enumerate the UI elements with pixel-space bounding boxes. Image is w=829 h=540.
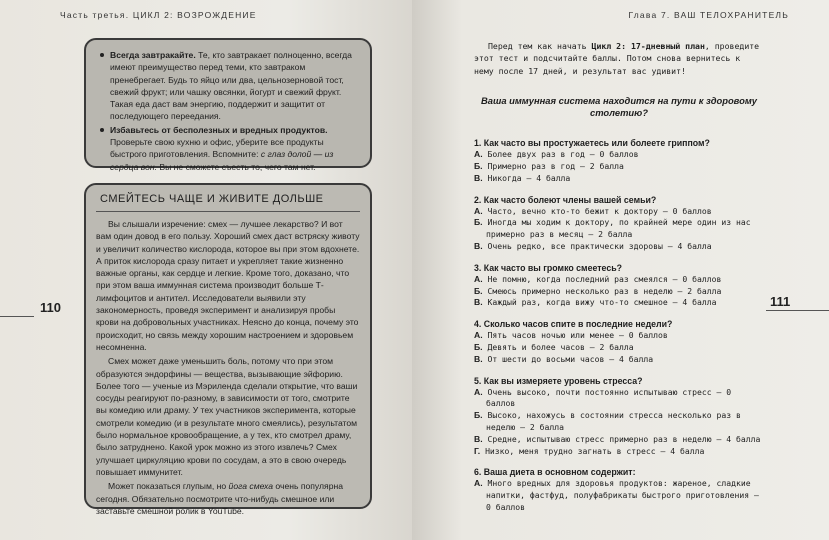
- quiz-answer-option: [474, 274, 764, 286]
- quiz-answer-option: [474, 387, 764, 411]
- quiz-answer-letter: Г.: [474, 445, 481, 456]
- tip-breakfast-text: Те, кто завтракает полноценно, всегда имеют преимущество перед теми, кто завтраком пренебрегает. Будь то яйцо или два, цельнозерновой тост, свежий фрукт; или чашку овсянки, йогурт и свежий фрукт. Такая еда даст вам энергию, поддержит и защитит от последующего переедания.: [110, 50, 352, 122]
- quiz-answer-option: [474, 217, 764, 241]
- quiz-column: [474, 40, 764, 523]
- quiz-title: Ваша иммунная система находится на пути к здоровому столетию?: [481, 95, 757, 119]
- tip-junk-food-proverb: с глаз долой — из сердца вон.: [110, 149, 334, 172]
- quiz-answer-option: [474, 478, 764, 513]
- quiz-question-text: 6. Ваша диета в основном содержит:: [474, 467, 636, 478]
- left-running-head: Часть третья. ЦИКЛ 2: ВОЗРОЖДЕНИЕ: [60, 10, 257, 20]
- quiz-question: [474, 137, 764, 184]
- laugh-paragraph-1: Вы слышали изречение: смех — лучшее лекарство? И вот вам один довод в его пользу. Хороший смех даст встряску животу и увеличит количество кислорода, которое вы при этом вдохнете. А приток кислорода сразу питает и укрепляет такие жизненно важные органы, как сердце и легкие. Кроме того, доказано, что при этом ваша иммунная система производит больше Т-лимфоцитов и антител. Исследователи выявили эту закономерность, проведя эксперимент и анализируя пробы крови на добровольных участниках. Неясно до конца, почему это происходит, но связь между хорошим настроением и здоровьем несомненна.: [96, 219, 360, 352]
- quiz-answer-letter: В.: [474, 433, 483, 444]
- quiz-answer-letter: А.: [474, 273, 483, 284]
- quiz-answer-letter: А.: [474, 149, 483, 160]
- quiz-answer-letter: Б.: [474, 217, 483, 228]
- quiz-question: [474, 262, 764, 309]
- quiz-question: [474, 194, 764, 253]
- quiz-answer-text: Высоко, нахожусь в состоянии стресса несколько раз в неделю — 2 балла: [486, 410, 741, 432]
- quiz-answer-option: [474, 173, 764, 185]
- quiz-answer-letter: А.: [474, 386, 483, 397]
- quiz-answer-letter: А.: [474, 330, 483, 341]
- quiz-answer-option: [474, 354, 764, 366]
- quiz-answer-option: [474, 342, 764, 354]
- quiz-intro-start: Перед тем как начать: [488, 41, 592, 51]
- left-page: [0, 0, 412, 540]
- quiz-answer-option: [474, 297, 764, 309]
- laugh-yoga-term: йога смеха: [228, 481, 273, 492]
- quiz-answer-option: [474, 241, 764, 253]
- quiz-answer-option: [474, 446, 764, 458]
- quiz-answer-letter: В.: [474, 241, 483, 251]
- quiz-answer-text: Иногда мы ходим к доктору, по крайней мере один из нас примерно раз в месяц — 2 балла: [486, 217, 751, 240]
- quiz-answer-letter: Б.: [474, 410, 483, 421]
- right-page-number-line: [766, 310, 829, 311]
- right-page-number: 111: [770, 294, 791, 309]
- right-running-head: Глава 7. ВАШ ТЕЛОХРАНИТЕЛЬ: [628, 10, 789, 20]
- quiz-answer-letter: В.: [474, 297, 483, 308]
- quiz-answer-option: [474, 161, 764, 173]
- quiz-answer-option: [474, 286, 764, 298]
- quiz-question-text: 2. Как часто болеют члены вашей семьи?: [474, 194, 657, 205]
- quiz-answer-option: [474, 149, 764, 161]
- quiz-answer-text: Очень редко, все практически здоровы — 4 балла: [487, 241, 712, 251]
- quiz-answer-text: Более двух раз в год — 0 баллов: [487, 149, 639, 160]
- quiz-question: [474, 318, 764, 365]
- quiz-questions: [474, 137, 764, 514]
- right-page: [412, 0, 829, 540]
- tip-junk-food-text-end: Вы не сможете съесть то, чего там нет.: [156, 161, 316, 172]
- quiz-answer-text: Средне, испытываю стресс примерно раз в неделю — 4 балла: [487, 433, 761, 444]
- quiz-answer-letter: А.: [474, 478, 483, 489]
- quiz-answer-text: Много вредных для здоровья продуктов: жареное, сладкие напитки, фастфуд, полуфабрикаты быстрого приготовления — 0 баллов: [486, 478, 759, 512]
- quiz-question: [474, 375, 764, 458]
- laugh-p3-end: очень популярна сегодня. Обязательно посмотрите что-нибудь смешное или заставьте смешной ролик в YouTube.: [96, 481, 343, 516]
- quiz-answer-text: Не помню, когда последний раз смеялся — 0 баллов: [487, 273, 722, 284]
- quiz-answer-text: Очень высоко, почти постоянно испытываю стресс — 0 баллов: [486, 386, 732, 409]
- laugh-p3-start: Может показаться глупым, но: [108, 481, 229, 492]
- quiz-answer-option: [474, 410, 764, 434]
- quiz-answer-text: От шести до восьми часов — 4 балла: [487, 353, 654, 364]
- quiz-answer-text: Никогда — 4 балла: [487, 172, 571, 183]
- quiz-question: [474, 466, 764, 513]
- quiz-answer-letter: А.: [474, 205, 483, 216]
- quiz-question-text: 5. Как вы измеряете уровень стресса?: [474, 375, 643, 386]
- quiz-answer-letter: В.: [474, 172, 483, 183]
- quiz-answer-letter: В.: [474, 353, 483, 364]
- quiz-answer-letter: Б.: [474, 161, 483, 172]
- quiz-answer-text: Смеюсь примерно несколько раз в неделю — 2 балла: [487, 285, 722, 296]
- quiz-intro-plan: Цикл 2: 17-дневный план: [591, 41, 705, 51]
- quiz-answer-text: Девять и более часов — 2 балла: [487, 341, 634, 352]
- quiz-answer-letter: Б.: [474, 341, 483, 352]
- tip-junk-food-heading: Избавьтесь от бесполезных и вредных продуктов.: [110, 124, 328, 135]
- quiz-answer-text: Часто, вечно кто-то бежит к доктору — 0 баллов: [487, 205, 712, 216]
- quiz-answer-text: Низко, меня трудно загнать в стресс — 4 балла: [485, 445, 705, 456]
- quiz-question-text: 4. Сколько часов спите в последние недели?: [474, 319, 673, 330]
- quiz-answer-text: Каждый раз, когда вижу что-то смешное — 4 балла: [487, 297, 717, 308]
- left-page-number-line: [0, 316, 34, 317]
- tip-breakfast-heading: Всегда завтракайте.: [110, 50, 196, 60]
- laugh-paragraph-2: Смех может даже уменьшить боль, потому что при этом образуются эндорфины — вещества, вызывающие эйфорию. Более того — ученые из Мэриленда сделали открытие, что ваши сосуды реагируют по-разному, в зависимости от того, смотрите вы комедию или драму. У тех участников эксперимента, которые смотрели комедию (и в результате много смеялись), результатом было нормальное кровообращение, а у тех, кто смотрел драму, было затруднено. Какой урок можно из этого извлечь? Смех улучшает циркуляцию крови по сосудам, а это в свою очередь повышает иммунитет.: [96, 356, 358, 477]
- laugh-box: [84, 183, 372, 516]
- quiz-answer-text: Пять часов ночью или менее — 0 баллов: [487, 330, 668, 341]
- quiz-intro: [474, 40, 764, 77]
- quiz-answer-letter: Б.: [474, 285, 483, 296]
- quiz-answer-option: [474, 330, 764, 342]
- tips-box: [84, 38, 372, 172]
- quiz-intro-end: , проведите этот тест и подсчитайте баллы. Потом снова вернитесь к нему после 17 дней, и результат вас удивит!: [474, 41, 760, 76]
- quiz-answer-option: [474, 206, 764, 218]
- left-page-number: 110: [40, 300, 61, 315]
- tip-junk-food-text: Проверьте свою кухню и офис, уберите все продукты быстрого приготовления. Вспомните:: [110, 137, 324, 160]
- laugh-paragraph-3: [96, 480, 360, 517]
- quiz-question-text: 3. Как часто вы громко смеетесь?: [474, 262, 622, 273]
- tip-junk-food: [100, 124, 360, 173]
- quiz-question-text: 1. Как часто вы простужаетесь или болеете гриппом?: [474, 138, 710, 149]
- quiz-answer-option: [474, 434, 764, 446]
- quiz-answer-text: Примерно раз в год — 2 балла: [487, 161, 624, 172]
- tip-breakfast: [100, 49, 360, 123]
- laugh-box-title: СМЕЙТЕСЬ ЧАЩЕ И ЖИВИТЕ ДОЛЬШЕ: [96, 185, 360, 212]
